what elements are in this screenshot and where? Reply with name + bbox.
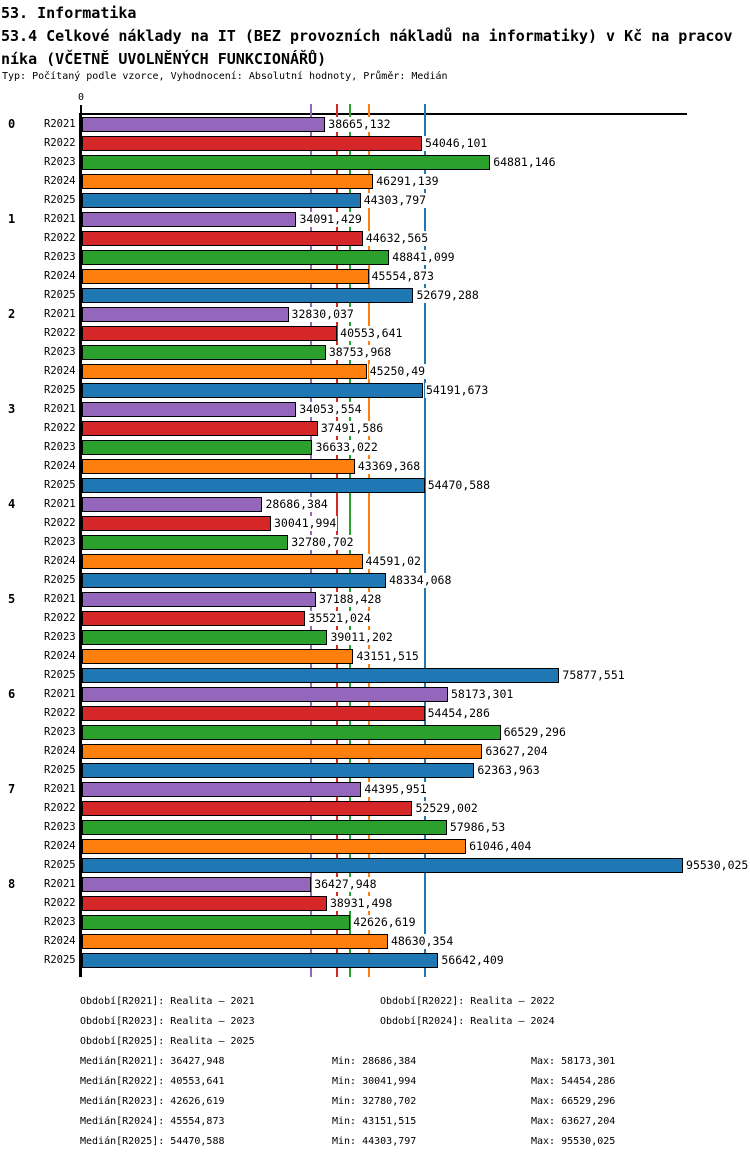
value-label: 58173,301 (451, 687, 514, 701)
value-label: 37491,586 (320, 421, 384, 435)
value-label: 45250,49 (369, 364, 426, 378)
value-label: 38931,498 (329, 896, 393, 910)
bar (82, 649, 353, 664)
stat-min-r2023: Min: 32780,702 (332, 1096, 417, 1107)
series-label: R2025 (44, 194, 76, 206)
bar (82, 288, 413, 303)
category-label: 4 (8, 497, 16, 511)
value-label: 52529,002 (415, 801, 478, 815)
series-label: R2023 (44, 631, 76, 643)
bar (82, 687, 448, 702)
series-label: R2023 (44, 441, 76, 453)
value-label: 28686,384 (265, 497, 328, 511)
bar (82, 383, 423, 398)
series-label: R2025 (44, 574, 76, 586)
series-label: R2025 (44, 289, 76, 301)
stat-max-r2021: Max: 58173,301 (531, 1056, 616, 1067)
bar (82, 155, 490, 170)
legend-period-r2021: Období[R2021]: Realita – 2021 (80, 996, 255, 1007)
stat-min-r2025: Min: 44303,797 (332, 1136, 417, 1147)
bar (82, 440, 312, 455)
series-label: R2023 (44, 156, 76, 168)
report-subtitle-line2: níka (VČETNĚ UVOLNĚNÝCH FUNKCIONÁŘŮ) (1, 50, 327, 68)
bar (82, 174, 373, 189)
series-label: R2023 (44, 726, 76, 738)
stat-median-r2023: Medián[R2023]: 42626,619 (80, 1096, 225, 1107)
zero-tick (80, 105, 82, 114)
stat-median-r2022: Medián[R2022]: 40553,641 (80, 1076, 225, 1087)
series-label: R2025 (44, 479, 76, 491)
value-label: 45554,873 (371, 269, 434, 283)
bar (82, 611, 305, 626)
bar (82, 250, 389, 265)
bar (82, 877, 311, 892)
category-label: 7 (8, 782, 16, 796)
stat-min-r2021: Min: 28686,384 (332, 1056, 417, 1067)
bar (82, 896, 327, 911)
bar (82, 459, 355, 474)
category-label: 1 (8, 212, 16, 226)
legend-period-r2024: Období[R2024]: Realita – 2024 (380, 1016, 555, 1027)
series-label: R2023 (44, 916, 76, 928)
series-label: R2021 (44, 308, 76, 320)
series-label: R2025 (44, 384, 76, 396)
series-label: R2024 (44, 365, 76, 377)
series-label: R2022 (44, 707, 76, 719)
series-label: R2024 (44, 935, 76, 947)
bar (82, 763, 474, 778)
bar (82, 915, 350, 930)
bar (82, 193, 361, 208)
bar (82, 421, 318, 436)
stat-min-r2024: Min: 43151,515 (332, 1116, 417, 1127)
series-label: R2022 (44, 517, 76, 529)
value-label: 48630,354 (390, 934, 454, 948)
stat-median-r2024: Medián[R2024]: 45554,873 (80, 1116, 225, 1127)
value-label: 42626,619 (353, 915, 416, 929)
bar (82, 554, 363, 569)
series-label: R2021 (44, 878, 76, 890)
bar (82, 136, 422, 151)
value-label: 75877,551 (562, 668, 625, 682)
bar (82, 535, 288, 550)
series-label: R2023 (44, 251, 76, 263)
value-label: 64881,146 (493, 155, 556, 169)
category-label: 5 (8, 592, 16, 606)
value-label: 54470,588 (427, 478, 491, 492)
stat-min-r2022: Min: 30041,994 (332, 1076, 417, 1087)
series-label: R2021 (44, 593, 76, 605)
bar (82, 212, 296, 227)
value-label: 32830,037 (291, 307, 354, 321)
value-label: 43151,515 (356, 649, 419, 663)
legend-period-r2025: Období[R2025]: Realita – 2025 (80, 1036, 255, 1047)
series-label: R2021 (44, 403, 76, 415)
bar (82, 953, 438, 968)
value-label: 46291,139 (376, 174, 439, 188)
bar (82, 307, 289, 322)
category-label: 2 (8, 307, 16, 321)
value-label: 57986,53 (449, 820, 506, 834)
value-label: 44303,797 (363, 193, 427, 207)
series-label: R2025 (44, 669, 76, 681)
stat-median-r2021: Medián[R2021]: 36427,948 (80, 1056, 225, 1067)
value-label: 95530,025 (686, 858, 749, 872)
series-label: R2023 (44, 821, 76, 833)
series-label: R2021 (44, 783, 76, 795)
series-label: R2024 (44, 745, 76, 757)
x-axis-line (79, 113, 687, 115)
bar (82, 668, 559, 683)
report-title: 53. Informatika (1, 4, 137, 22)
stat-max-r2022: Max: 54454,286 (531, 1076, 616, 1087)
value-label: 38665,132 (328, 117, 391, 131)
value-label: 43369,368 (357, 459, 421, 473)
series-label: R2025 (44, 764, 76, 776)
stat-median-r2025: Medián[R2025]: 54470,588 (80, 1136, 225, 1147)
value-label: 40553,641 (340, 326, 403, 340)
series-label: R2022 (44, 137, 76, 149)
report-meta: Typ: Počítaný podle vzorce, Vyhodnocení: Absolutní hodnoty, Průměr: Medián (2, 71, 448, 82)
series-label: R2022 (44, 232, 76, 244)
bar (82, 573, 386, 588)
value-label: 63627,204 (485, 744, 548, 758)
zero-tick-label: 0 (77, 92, 85, 103)
bar (82, 478, 425, 493)
bar (82, 801, 412, 816)
bar (82, 744, 482, 759)
value-label: 38753,968 (328, 345, 392, 359)
series-label: R2021 (44, 213, 76, 225)
series-label: R2022 (44, 802, 76, 814)
series-label: R2022 (44, 422, 76, 434)
series-label: R2023 (44, 536, 76, 548)
value-label: 32780,702 (291, 535, 354, 549)
series-label: R2022 (44, 897, 76, 909)
series-label: R2024 (44, 555, 76, 567)
value-label: 34091,429 (299, 212, 362, 226)
bar (82, 630, 327, 645)
series-label: R2024 (44, 175, 76, 187)
series-label: R2021 (44, 498, 76, 510)
series-label: R2024 (44, 460, 76, 472)
series-label: R2025 (44, 954, 76, 966)
value-label: 61046,404 (469, 839, 532, 853)
value-label: 30041,994 (274, 516, 337, 530)
value-label: 48841,099 (392, 250, 455, 264)
bar (82, 402, 296, 417)
value-label: 44591,02 (365, 554, 421, 568)
legend-period-r2022: Období[R2022]: Realita – 2022 (380, 996, 555, 1007)
series-label: R2025 (44, 859, 76, 871)
stat-max-r2024: Max: 63627,204 (531, 1116, 616, 1127)
report-subtitle-line1: 53.4 Celkové náklady na IT (BEZ provozních nákladů na informatiky) v Kč na pracov (1, 27, 733, 45)
bar (82, 725, 501, 740)
bar (82, 497, 262, 512)
category-label: 3 (8, 402, 16, 416)
value-label: 34053,554 (299, 402, 362, 416)
series-label: R2024 (44, 650, 76, 662)
bar (82, 592, 316, 607)
value-label: 56642,409 (441, 953, 504, 967)
series-label: R2022 (44, 612, 76, 624)
bar (82, 326, 337, 341)
value-label: 66529,296 (503, 725, 566, 739)
value-label: 54191,673 (425, 383, 489, 397)
bar (82, 934, 388, 949)
bar (82, 820, 447, 835)
category-label: 8 (8, 877, 16, 891)
series-label: R2021 (44, 118, 76, 130)
value-label: 54454,286 (427, 706, 490, 720)
value-label: 54046,101 (425, 136, 488, 150)
bar (82, 117, 325, 132)
value-label: 36633,022 (315, 440, 378, 454)
series-label: R2022 (44, 327, 76, 339)
category-label: 0 (8, 117, 16, 131)
value-label: 35521,024 (308, 611, 371, 625)
stat-max-r2023: Max: 66529,296 (531, 1096, 616, 1107)
series-label: R2021 (44, 688, 76, 700)
bar (82, 706, 425, 721)
series-label: R2024 (44, 840, 76, 852)
value-label: 39011,202 (330, 630, 393, 644)
value-label: 37188,428 (318, 592, 382, 606)
value-label: 36427,948 (314, 877, 377, 891)
bar (82, 858, 683, 873)
bar (82, 839, 466, 854)
value-label: 44632,565 (365, 231, 429, 245)
bar (82, 269, 369, 284)
bar (82, 231, 363, 246)
value-label: 44395,951 (364, 782, 427, 796)
series-label: R2023 (44, 346, 76, 358)
bar (82, 364, 367, 379)
category-label: 6 (8, 687, 16, 701)
bar (82, 516, 271, 531)
bar (82, 345, 326, 360)
bar (82, 782, 361, 797)
legend-period-r2023: Období[R2023]: Realita – 2023 (80, 1016, 255, 1027)
stat-max-r2025: Max: 95530,025 (531, 1136, 616, 1147)
value-label: 62363,963 (477, 763, 540, 777)
series-label: R2024 (44, 270, 76, 282)
value-label: 52679,288 (416, 288, 479, 302)
value-label: 48334,068 (389, 573, 452, 587)
